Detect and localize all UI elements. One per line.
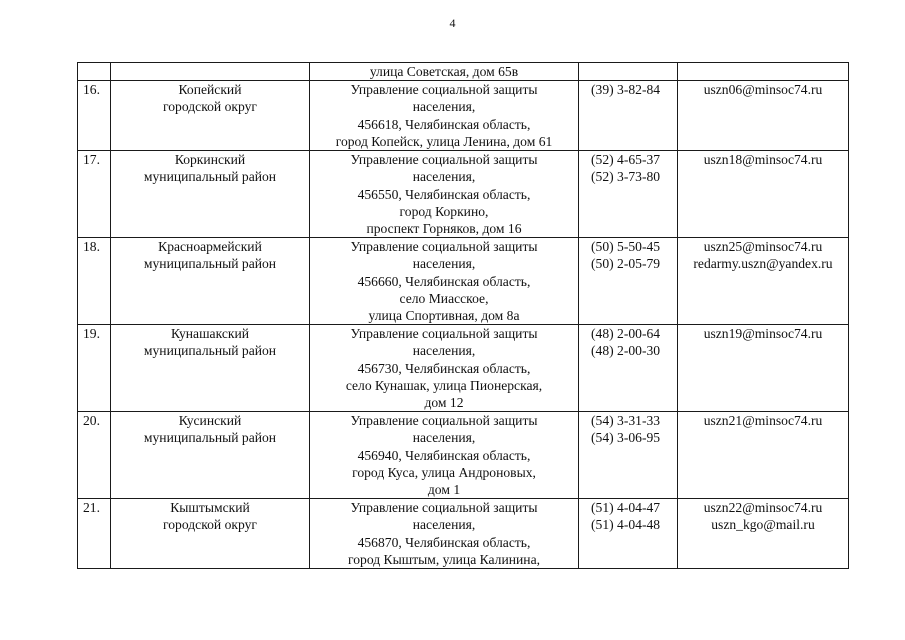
address-line: 456940, Челябинская область, (357, 447, 531, 463)
municipality-line: муниципальный район (143, 343, 277, 359)
municipality-line: городской округ (163, 517, 257, 533)
address-line: дом 1 (427, 482, 461, 498)
municipality-cell (111, 151, 310, 238)
address-cell (310, 81, 579, 151)
address-line: населения, (412, 99, 476, 115)
municipality-line: Красноармейский (158, 239, 262, 255)
phone-cell (579, 412, 678, 499)
phone-number: (39) 3-82-84 (591, 82, 661, 98)
municipality-cell (111, 81, 310, 151)
social-protection-offices-table (77, 62, 849, 569)
email-address: uszn_kgo@mail.ru (711, 517, 815, 533)
address-line: 456660, Челябинская область, (357, 273, 531, 289)
row-number: 20. (78, 412, 111, 499)
row-number: 18. (78, 238, 111, 325)
address-line: город Коркино, (399, 203, 489, 219)
municipality-cell (111, 325, 310, 412)
address-line: 456550, Челябинская область, (357, 186, 531, 202)
address-line: село Миасское, (399, 290, 489, 306)
phone-number: (51) 4-04-47 (591, 500, 661, 516)
phone-number: (54) 3-06-95 (591, 430, 661, 446)
email-address: uszn19@minsoc74.ru (703, 326, 823, 342)
address-cell (310, 325, 579, 412)
row-number: 17. (78, 151, 111, 238)
address-line: населения, (412, 343, 476, 359)
continuation-row (78, 63, 849, 81)
email-address: uszn25@minsoc74.ru (703, 239, 823, 255)
municipality-line: муниципальный район (143, 256, 277, 272)
email-address: uszn18@minsoc74.ru (703, 152, 823, 168)
table-row (78, 325, 849, 412)
email-cell (678, 238, 849, 325)
address-line: Управление социальной защиты (350, 500, 538, 516)
phone-number: (48) 2-00-64 (591, 326, 661, 342)
email-address: uszn21@minsoc74.ru (703, 413, 823, 429)
address-line: Управление социальной защиты (350, 82, 538, 98)
email-cell (678, 151, 849, 238)
page-number: 4 (449, 16, 456, 30)
address-line: Управление социальной защиты (350, 152, 538, 168)
email-address: uszn22@minsoc74.ru (703, 500, 823, 516)
phone-cell (579, 151, 678, 238)
table-row (78, 151, 849, 238)
address-line: улица Спортивная, дом 8а (368, 308, 520, 324)
table-row (78, 238, 849, 325)
phone-number: (52) 3-73-80 (591, 169, 661, 185)
address-cell (310, 151, 579, 238)
address-line: село Кунашак, улица Пионерская, (345, 377, 543, 393)
municipality-line: Кыштымский (170, 500, 250, 516)
address-cell (310, 499, 579, 569)
municipality-line: Кунашакский (170, 326, 250, 342)
row-number: 21. (78, 499, 111, 569)
address-line: Управление социальной защиты (350, 326, 538, 342)
phone-cell (579, 238, 678, 325)
email-address: uszn06@minsoc74.ru (703, 82, 823, 98)
municipality-line: Коркинский (174, 152, 246, 168)
name-cell (111, 63, 310, 81)
address-cell (310, 412, 579, 499)
phone-cell (579, 63, 678, 81)
address-line: 456618, Челябинская область, (357, 116, 531, 132)
municipality-line: городской округ (163, 99, 257, 115)
table-row (78, 499, 849, 569)
phone-cell (579, 325, 678, 412)
table-row (78, 412, 849, 499)
email-cell (678, 81, 849, 151)
municipality-line: муниципальный район (143, 169, 277, 185)
address-line: город Куса, улица Андроновых, (352, 464, 536, 480)
address-line: населения, (412, 256, 476, 272)
email-address: redarmy.uszn@yandex.ru (693, 256, 833, 272)
address-line: Управление социальной защиты (350, 239, 538, 255)
phone-number: (50) 5-50-45 (591, 239, 661, 255)
municipality-cell (111, 412, 310, 499)
phone-number: (50) 2-05-79 (591, 256, 661, 272)
address-line: проспект Горняков, дом 16 (366, 221, 522, 237)
municipality-cell (111, 499, 310, 569)
address-line: дом 12 (424, 395, 464, 411)
municipality-line: Кусинский (178, 413, 242, 429)
address-line: 456870, Челябинская область, (357, 534, 531, 550)
address-line: Управление социальной защиты (350, 413, 538, 429)
phone-cell (579, 499, 678, 569)
row-number: 16. (78, 81, 111, 151)
phone-cell (579, 81, 678, 151)
address-line: 456730, Челябинская область, (357, 360, 531, 376)
phone-number: (48) 2-00-30 (591, 343, 661, 359)
address-cell (310, 63, 579, 81)
row-number: 19. (78, 325, 111, 412)
municipality-line: Копейский (178, 82, 242, 98)
address-line: улица Советская, дом 65в (369, 64, 519, 79)
email-cell (678, 412, 849, 499)
address-line: населения, (412, 169, 476, 185)
address-line: город Копейск, улица Ленина, дом 61 (335, 133, 553, 149)
email-cell (678, 63, 849, 81)
num-cell (78, 63, 111, 81)
address-line: город Кыштым, улица Калинина, (347, 551, 540, 567)
email-cell (678, 499, 849, 569)
address-cell (310, 238, 579, 325)
email-cell (678, 325, 849, 412)
table-row (78, 81, 849, 151)
phone-number: (54) 3-31-33 (591, 413, 661, 429)
address-line: населения, (412, 430, 476, 446)
municipality-cell (111, 238, 310, 325)
address-line: населения, (412, 517, 476, 533)
phone-number: (52) 4-65-37 (591, 152, 661, 168)
phone-number: (51) 4-04-48 (591, 517, 661, 533)
municipality-line: муниципальный район (143, 430, 277, 446)
